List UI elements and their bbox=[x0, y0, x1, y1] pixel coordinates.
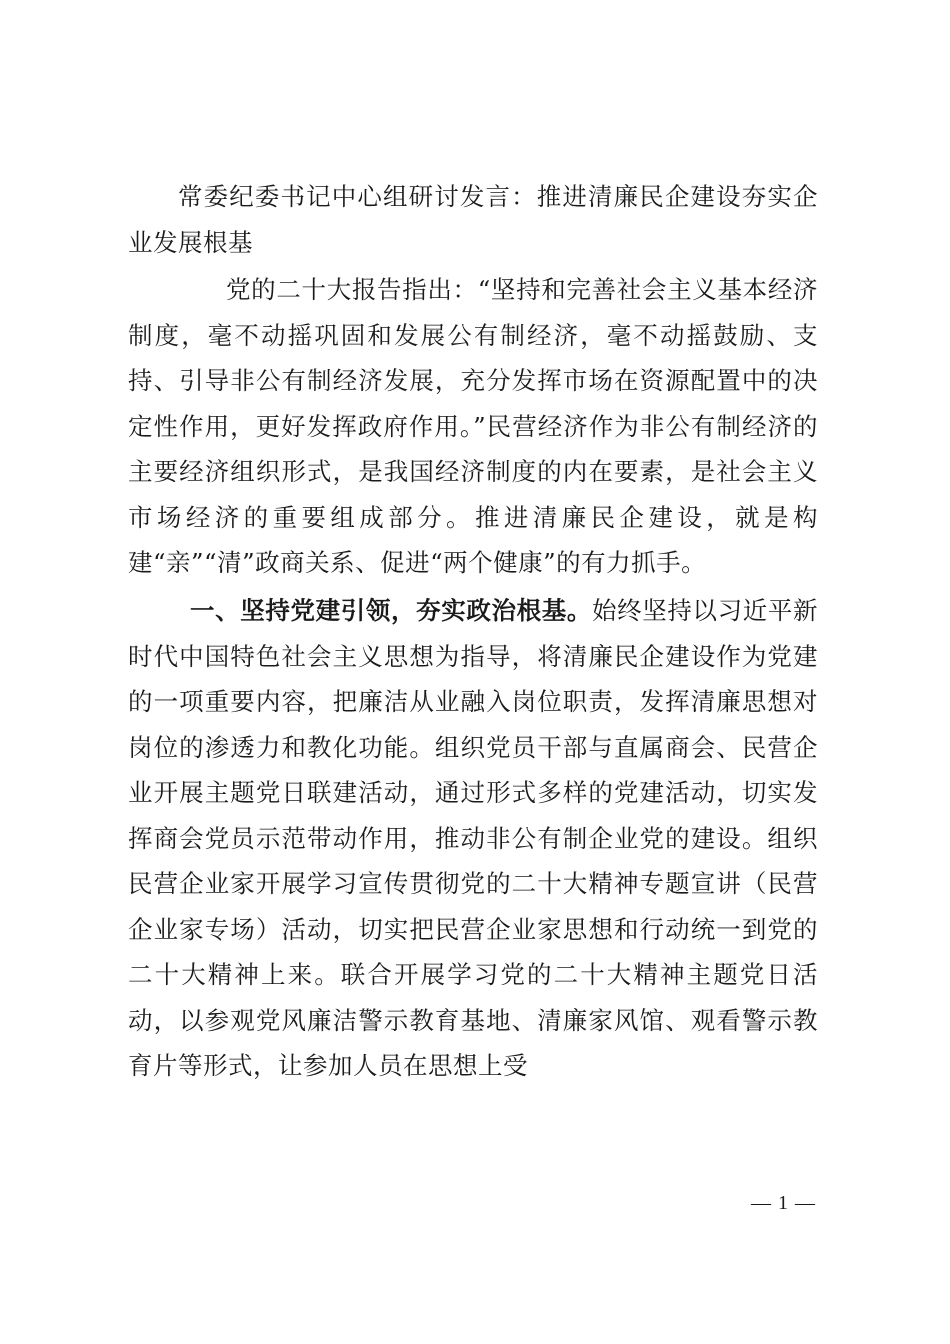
section-one-body: 始终坚持以习近平新时代中国特色社会主义思想为指导，将清廉民企建设作为党建的一项重要内容，把廉洁从业融入岗位职责，发挥清廉思想对岗位的渗透力和教化功能。组织党员干部与直属商会、民营企业开展主题党日联建活动，通过形式多样的党建活动，切实发挥商会党员示范带动作用，推动非公有制企业党的建设。组织民营企业家开展学习宣传贯彻党的二十大精神专题宣讲（民营企业家专场）活动，切实把民营企业家思想和行动统一到党的二十大精神上来。联合开展学习党的二十大精神主题党日活动，以参观党风廉洁警示教育基地、清廉家风馆、观看警示教育片等形式，让参加人员在思想上受 bbox=[128, 596, 818, 1080]
paragraph-intro: 党的二十大报告指出：“坚持和完善社会主义基本经济制度，毫不动摇巩固和发展公有制经济，毫不动摇鼓励、支持、引导非公有制经济发展，充分发挥市场在资源配置中的决定性作用，更好发挥政府作用。”民营经济作为非公有制经济的主要经济组织形式，是我国经济制度的内在要素，是社会主义市场经济的重要组成部分。推进清廉民企建设，就是构建“亲”“清”政商关系、促进“两个健康”的有力抓手。 bbox=[128, 275, 818, 577]
page-number: — 1 — bbox=[751, 1192, 816, 1214]
section-one-heading: 一、坚持党建引领，夯实政治根基。 bbox=[190, 596, 592, 625]
paragraph-section-one bbox=[128, 588, 818, 1089]
document-title: 常委纪委书记中心组研讨发言：推进清廉民企建设夯实企业发展根基 bbox=[128, 182, 818, 257]
